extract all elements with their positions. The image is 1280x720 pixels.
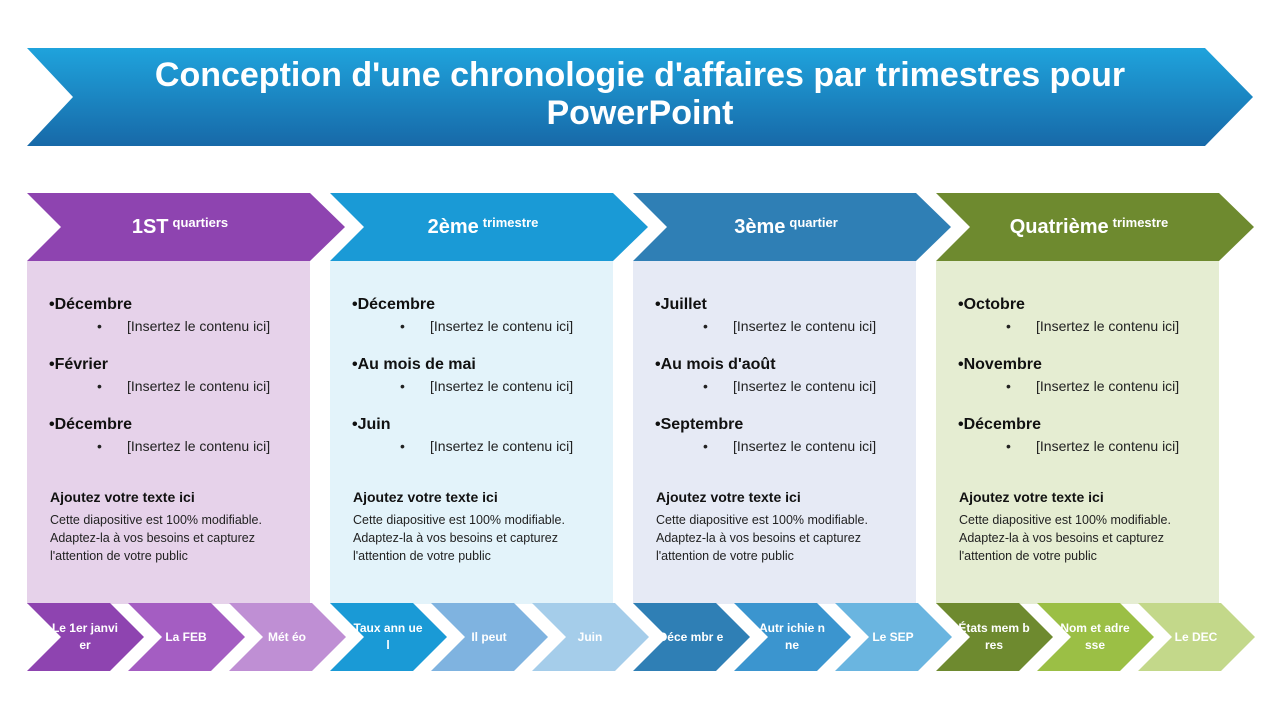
quarter-header xyxy=(936,193,1254,261)
timeline-chevron xyxy=(27,603,144,671)
month-placeholder xyxy=(958,315,1216,337)
month-entry xyxy=(958,355,1216,397)
month-entry xyxy=(352,415,610,457)
bullet-icon: • xyxy=(1006,318,1011,334)
timeline-chevron xyxy=(633,603,750,671)
timeline-chevron xyxy=(229,603,346,671)
month-name: •Novembre xyxy=(958,356,1042,373)
month-placeholder xyxy=(49,435,307,457)
quarter-superscript: trimestre xyxy=(1112,215,1169,230)
quarter-title xyxy=(358,193,608,261)
bullet-icon: • xyxy=(97,378,102,394)
placeholder-text: [Insertez le contenu ici] xyxy=(430,438,574,454)
quarter-body xyxy=(27,261,310,604)
month-entry xyxy=(49,295,307,337)
chevron-label: Juin xyxy=(577,629,603,644)
timeline-chevron xyxy=(734,603,851,671)
quarter-label: 2ème xyxy=(427,216,479,238)
timeline-chevron xyxy=(835,603,952,671)
quarter-superscript: quartiers xyxy=(172,215,229,230)
timeline-chevron xyxy=(431,603,548,671)
note-text: Cette diapositive est 100% modifiable. Adaptez-la à vos besoins et capturez l'attention de votre public xyxy=(959,513,1171,563)
month-entry xyxy=(958,295,1216,337)
chevron-label: Le DEC xyxy=(1174,629,1218,644)
quarter-header xyxy=(330,193,648,261)
note-title: Ajoutez votre texte ici xyxy=(50,489,195,505)
note-block xyxy=(50,487,300,565)
placeholder-text: [Insertez le contenu ici] xyxy=(430,318,574,334)
quarter-column-4 xyxy=(936,193,1254,673)
month-placeholder xyxy=(352,375,610,397)
note-text: Cette diapositive est 100% modifiable. Adaptez-la à vos besoins et capturez l'attention de votre public xyxy=(50,513,262,563)
chevron-label: États mem bres xyxy=(958,621,1030,652)
quarter-title xyxy=(661,193,911,261)
quarter-label: 3ème xyxy=(734,216,786,238)
timeline-chevron xyxy=(330,603,447,671)
month-name: •Décembre xyxy=(352,296,435,313)
month-placeholder xyxy=(655,375,913,397)
bullet-icon: • xyxy=(703,378,708,394)
month-list xyxy=(49,295,307,475)
month-name: •Septembre xyxy=(655,416,744,433)
chevron-label: Il peut xyxy=(471,629,507,644)
month-name: •Au mois d'août xyxy=(655,356,776,373)
note-title: Ajoutez votre texte ici xyxy=(656,489,801,505)
placeholder-text: [Insertez le contenu ici] xyxy=(1036,438,1180,454)
chevron-label: Autr ichie nne xyxy=(758,621,825,652)
month-entry xyxy=(655,355,913,397)
timeline-chevron xyxy=(128,603,245,671)
quarter-header xyxy=(27,193,345,261)
placeholder-text: [Insertez le contenu ici] xyxy=(127,438,271,454)
timeline-chevron xyxy=(1037,603,1154,671)
note-text: Cette diapositive est 100% modifiable. Adaptez-la à vos besoins et capturez l'attention de votre public xyxy=(353,513,565,563)
chevron-label: La FEB xyxy=(165,629,207,644)
quarter-label: Quatrième xyxy=(1009,216,1109,238)
quarter-label: 1ST xyxy=(131,216,169,238)
chevron-label: Mét éo xyxy=(267,629,306,644)
bullet-icon: • xyxy=(1006,378,1011,394)
quarter-title xyxy=(964,193,1214,261)
bullet-icon: • xyxy=(97,318,102,334)
month-list xyxy=(958,295,1216,475)
month-name: •Juillet xyxy=(655,296,707,313)
quarter-body xyxy=(330,261,613,604)
chevron-label: Taux ann uel xyxy=(353,621,423,652)
bullet-icon: • xyxy=(703,438,708,454)
month-placeholder xyxy=(49,375,307,397)
month-entry xyxy=(958,415,1216,457)
bullet-icon: • xyxy=(400,378,405,394)
month-name: •Au mois de mai xyxy=(352,356,476,373)
timeline-chevron xyxy=(1138,603,1255,671)
placeholder-text: [Insertez le contenu ici] xyxy=(430,378,574,394)
quarter-column-3 xyxy=(633,193,951,673)
month-entry xyxy=(655,415,913,457)
quarter-body xyxy=(936,261,1219,604)
placeholder-text: [Insertez le contenu ici] xyxy=(127,378,271,394)
month-list xyxy=(655,295,913,475)
chevron-label: Déce mbr e xyxy=(658,629,724,644)
quarter-superscript: quartier xyxy=(789,215,838,230)
month-entry xyxy=(49,415,307,457)
placeholder-text: [Insertez le contenu ici] xyxy=(1036,378,1180,394)
bullet-icon: • xyxy=(703,318,708,334)
month-entry xyxy=(49,355,307,397)
bullet-icon: • xyxy=(97,438,102,454)
quarter-superscript: trimestre xyxy=(482,215,539,230)
chevron-label: Nom et adre sse xyxy=(1060,621,1130,652)
placeholder-text: [Insertez le contenu ici] xyxy=(733,318,877,334)
quarter-title xyxy=(55,193,305,261)
month-placeholder xyxy=(49,315,307,337)
month-placeholder xyxy=(352,435,610,457)
month-name: •Février xyxy=(49,356,108,373)
bullet-icon: • xyxy=(400,318,405,334)
timeline-chevron xyxy=(532,603,649,671)
month-placeholder xyxy=(958,375,1216,397)
month-placeholder xyxy=(352,315,610,337)
placeholder-text: [Insertez le contenu ici] xyxy=(127,318,271,334)
note-title: Ajoutez votre texte ici xyxy=(959,489,1104,505)
chevron-label: Le SEP xyxy=(872,629,914,644)
quarter-header xyxy=(633,193,951,261)
quarter-column-1 xyxy=(27,193,345,673)
chevron-label: Le 1er janvi er xyxy=(51,621,119,652)
month-entry xyxy=(352,355,610,397)
quarter-body xyxy=(633,261,916,604)
month-name: •Décembre xyxy=(49,416,132,433)
note-text: Cette diapositive est 100% modifiable. Adaptez-la à vos besoins et capturez l'attention de votre public xyxy=(656,513,868,563)
note-block xyxy=(959,487,1209,565)
note-title: Ajoutez votre texte ici xyxy=(353,489,498,505)
month-entry xyxy=(352,295,610,337)
placeholder-text: [Insertez le contenu ici] xyxy=(1036,318,1180,334)
placeholder-text: [Insertez le contenu ici] xyxy=(733,438,877,454)
month-name: •Juin xyxy=(352,416,391,433)
note-block xyxy=(353,487,603,565)
month-name: •Décembre xyxy=(958,416,1041,433)
timeline-chevron xyxy=(936,603,1053,671)
placeholder-text: [Insertez le contenu ici] xyxy=(733,378,877,394)
month-list xyxy=(352,295,610,475)
month-name: •Décembre xyxy=(49,296,132,313)
bullet-icon: • xyxy=(1006,438,1011,454)
month-placeholder xyxy=(655,315,913,337)
month-name: •Octobre xyxy=(958,296,1025,313)
month-placeholder xyxy=(655,435,913,457)
note-block xyxy=(656,487,906,565)
month-entry xyxy=(655,295,913,337)
bullet-icon: • xyxy=(400,438,405,454)
page-title: Conception d'une chronologie d'affaires par trimestres pour PowerPoint xyxy=(154,56,1126,132)
quarter-column-2 xyxy=(330,193,648,673)
month-placeholder xyxy=(958,435,1216,457)
title-banner xyxy=(27,48,1253,146)
